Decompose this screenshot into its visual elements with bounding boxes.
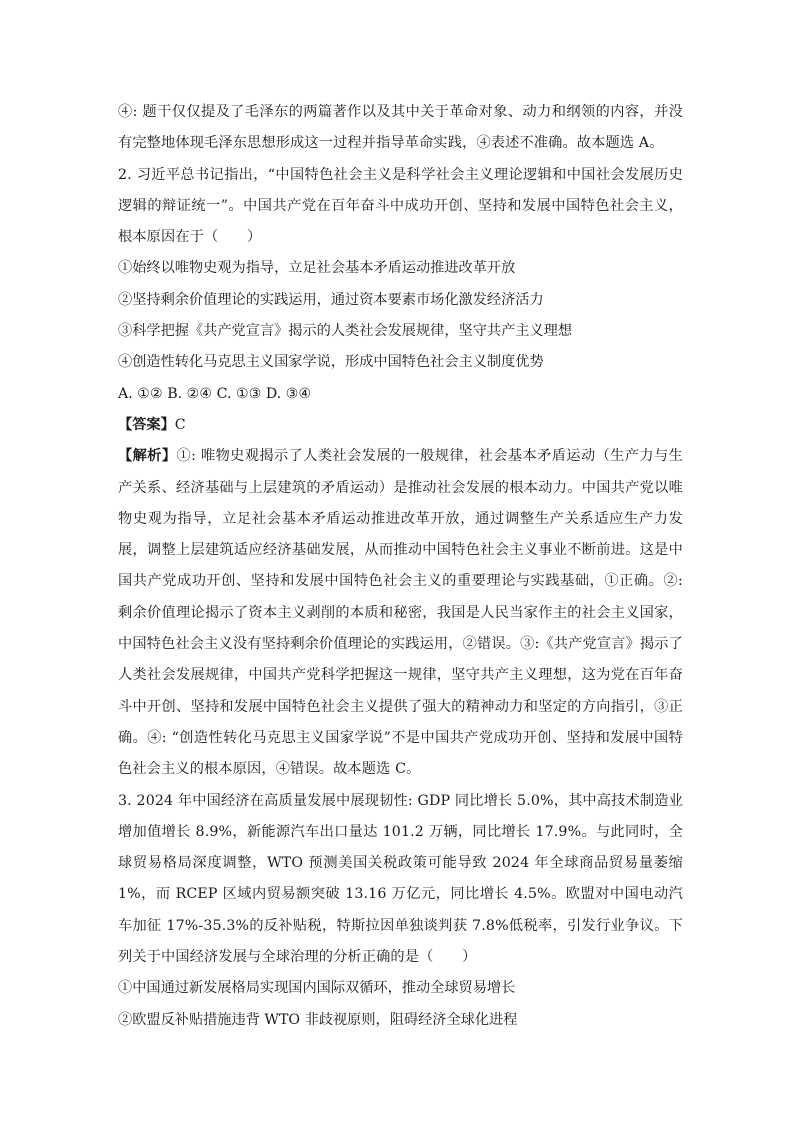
answer-value: C: [174, 416, 186, 433]
analysis-text: ①: 唯物史观揭示了人类社会发展的一般规律，社会基本矛盾运动（生产力与生产关系、经济基础与上层建筑的矛盾运动）是推动社会发展的根本动力。中国共产党以唯物史观为指导，立足社会基本矛盾运动推进改革开放，通过调整生产关系适应生产力发展，调整上层建筑适应经济基础发展，从而推动中国特色社会主义事业不断前进。这是中国共产党成功开创、坚持和发展中国特色社会主义的重要理论与实践基础，①正确。②: 剩余价值理论揭示了资本主义剥削的本质和秘密，我国是人民当家作主的社会主义国家，中国特色社会主义没有坚持剩余价值理论的实践运用，②错误。③:《共产党宣言》揭示了人类社会发展规律，中国共产党科学把握这一规律，坚守共产主义理想，这为党在百年奋斗中开创、坚持和发展中国特色社会主义提供了强大的精神动力和坚定的方向指引，③正确。④: “创造性转化马克思主义国家学说”不是中国共产党成功开创、坚持和发展中国特色社会主义的根本原因，④错误。故本题选 C。: [118, 448, 683, 778]
q2-item-1: ①始终以唯物史观为指导，立足社会基本矛盾运动推进改革开放: [118, 260, 516, 277]
document-page: [118, 97, 683, 1036]
q2-item-3: ③科学把握《共产党宣言》揭示的人类社会发展规律，坚守共产主义理想: [118, 323, 573, 340]
q2-stem: 2. 习近平总书记指出，“中国特色社会主义是科学社会主义理论逻辑和中国社会发展历史逻辑的辩证统一”。中国共产党在百年奋斗中成功开创、坚持和发展中国特色社会主义，根本原因在于（ ）: [118, 166, 683, 246]
q2-analysis: [118, 441, 683, 785]
answer-label: 【答案】: [118, 416, 175, 433]
q2-item-4: ④创造性转化马克思主义国家学说，形成中国特色社会主义制度优势: [118, 354, 544, 371]
q3-stem: 3. 2024 年中国经济在高质量发展中展现韧性: GDP 同比增长 5.0%，其中高技术制造业增加值增长 8.9%，新能源汽车出口量达 101.2 万辆，同比增长 17.9%。与此同时，全球贸易格局深度调整，WTO 预测美国关税政策可能导致 2024 年全球商品贸易量萎缩 1%，而 RCEP 区域内贸易额突破 13.16 万亿元，同比增长 4.5%。欧盟对中国电动汽车加征 17%-35.3%的反补贴税，特斯拉因单独谈判获 7.8%低税率，引发行业争议。下列关于中国经济发展与全球治理的分析正确的是（ ）: [118, 792, 683, 966]
q2-item-2: ②坚持剩余价值理论的实践运用，通过资本要素市场化激发经济活力: [118, 291, 544, 308]
analysis-label: 【解析】: [118, 448, 177, 465]
q3-item-2: ②欧盟反补贴措施违背 WTO 非歧视原则，阻碍经济全球化进程: [118, 1011, 518, 1028]
q2-answer: [118, 410, 683, 441]
q3-item-1: ①中国通过新发展格局实现国内国际双循环，推动全球贸易增长: [118, 980, 516, 997]
q1-analysis-tail: ④: 题干仅仅提及了毛泽东的两篇著作以及其中关于革命对象、动力和纲领的内容，并没有完整地体现毛泽东思想形成这一过程并指导革命实践，④表述不准确。故本题选 A。: [118, 104, 683, 152]
q2-choices: A. ①② B. ②④ C. ①③ D. ③④: [118, 385, 312, 402]
